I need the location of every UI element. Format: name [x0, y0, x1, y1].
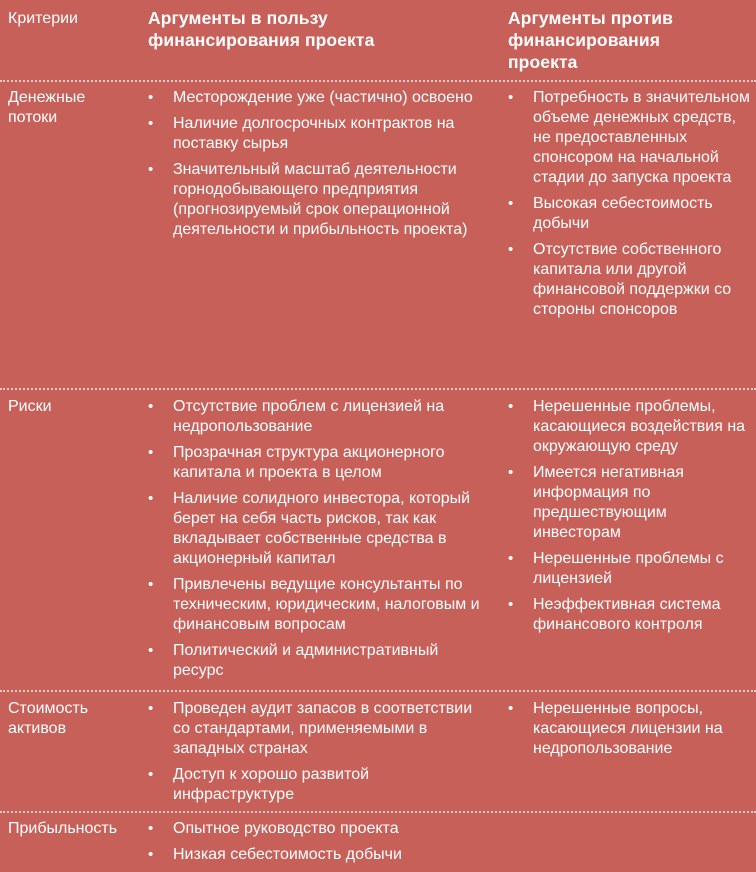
bullet-icon: • — [508, 596, 514, 613]
criterion-label: Прибыльность — [8, 820, 118, 837]
bullet-icon: • — [508, 550, 514, 567]
list-item: • Наличие долгосрочных контрактов на поставку сырья — [148, 115, 455, 152]
list-item: • Отсутствие проблем с лицензией на недропользование — [148, 398, 445, 435]
list-item: • Нерешенные проблемы с лицензией — [508, 550, 724, 587]
bullet-icon: • — [148, 161, 154, 178]
row-divider — [0, 80, 756, 82]
list-item: • Имеется негативная информация по предшествующим инвесторам — [508, 464, 684, 541]
list-item: • Привлечены ведущие консультанты по техническим, юридическим, налоговым и финансовым вопросам — [148, 576, 480, 633]
con-column — [508, 88, 750, 326]
bullet-icon: • — [148, 700, 154, 717]
list-item: • Наличие солидного инвестора, который берет на себя часть рисков, так как вкладывает собственные средства в акционерный капитал — [148, 490, 471, 567]
list-item: • Отсутствие собственного капитала или другой финансовой поддержки со стороны спонсоров — [508, 241, 732, 318]
bullet-icon: • — [148, 576, 154, 593]
header-pro: Аргументы в пользу финансирования проекта — [148, 8, 375, 50]
row-divider — [0, 690, 756, 692]
bullet-icon: • — [148, 490, 154, 507]
bullet-icon: • — [508, 700, 514, 717]
bullet-icon: • — [148, 820, 154, 837]
header-criteria: Критерии — [8, 10, 78, 27]
list-item: • Опытное руководство проекта — [148, 820, 399, 837]
bullet-icon: • — [148, 398, 154, 415]
bullet-icon: • — [148, 766, 154, 783]
list-item: • Нерешенные проблемы, касающиеся воздействия на окружающую среду — [508, 398, 746, 455]
pro-column — [148, 397, 493, 687]
list-item: • Нерешенные вопросы, касающиеся лицензии на недропользование — [508, 700, 723, 757]
bullet-icon: • — [148, 642, 154, 659]
bullet-icon: • — [148, 444, 154, 461]
list-item: • Политический и административный ресурс — [148, 642, 439, 679]
pro-column — [148, 699, 493, 811]
list-item: • Потребность в значительном объеме денежных средств, не предоставленных спонсором на начальной стадии до запуска проекта — [508, 89, 750, 186]
bullet-icon: • — [508, 464, 514, 481]
con-column — [508, 699, 733, 765]
list-item: • Месторождение уже (частично) освоено — [148, 89, 473, 106]
bullet-icon: • — [508, 398, 514, 415]
list-item: • Значительный масштаб деятельности горнодобывающего предприятия (прогнозируемый срок операционной деятельности и прибыльность проекта) — [148, 161, 468, 238]
pro-column — [148, 819, 493, 871]
list-item: • Доступ к хорошо развитой инфраструктуре — [148, 766, 370, 803]
bullet-icon: • — [508, 241, 514, 258]
list-item: • Проведен аудит запасов в соответствии со стандартами, применяемыми в западных странах — [148, 700, 473, 757]
list-item: • Низкая себестоимость добычи — [148, 846, 402, 863]
bullet-icon: • — [148, 846, 154, 863]
bullet-icon: • — [508, 195, 514, 212]
row-divider — [0, 811, 756, 813]
criterion-label: Стоимость активов — [8, 700, 89, 737]
bullet-icon: • — [508, 89, 514, 106]
row-divider — [0, 388, 756, 390]
pro-column — [148, 88, 488, 246]
con-column — [508, 397, 752, 641]
criterion-label: Денежные потоки — [8, 89, 86, 126]
bullet-icon: • — [148, 115, 154, 132]
header-con: Аргументы против финансирования проекта — [508, 8, 673, 72]
header-row — [0, 7, 756, 77]
list-item: • Неэффективная система финансового контроля — [508, 596, 721, 633]
list-item: • Прозрачная структура акционерного капитала и проекта в целом — [148, 444, 445, 481]
criterion-label: Риски — [8, 398, 52, 415]
bullet-icon: • — [148, 89, 154, 106]
list-item: • Высокая себестоимость добычи — [508, 195, 713, 232]
